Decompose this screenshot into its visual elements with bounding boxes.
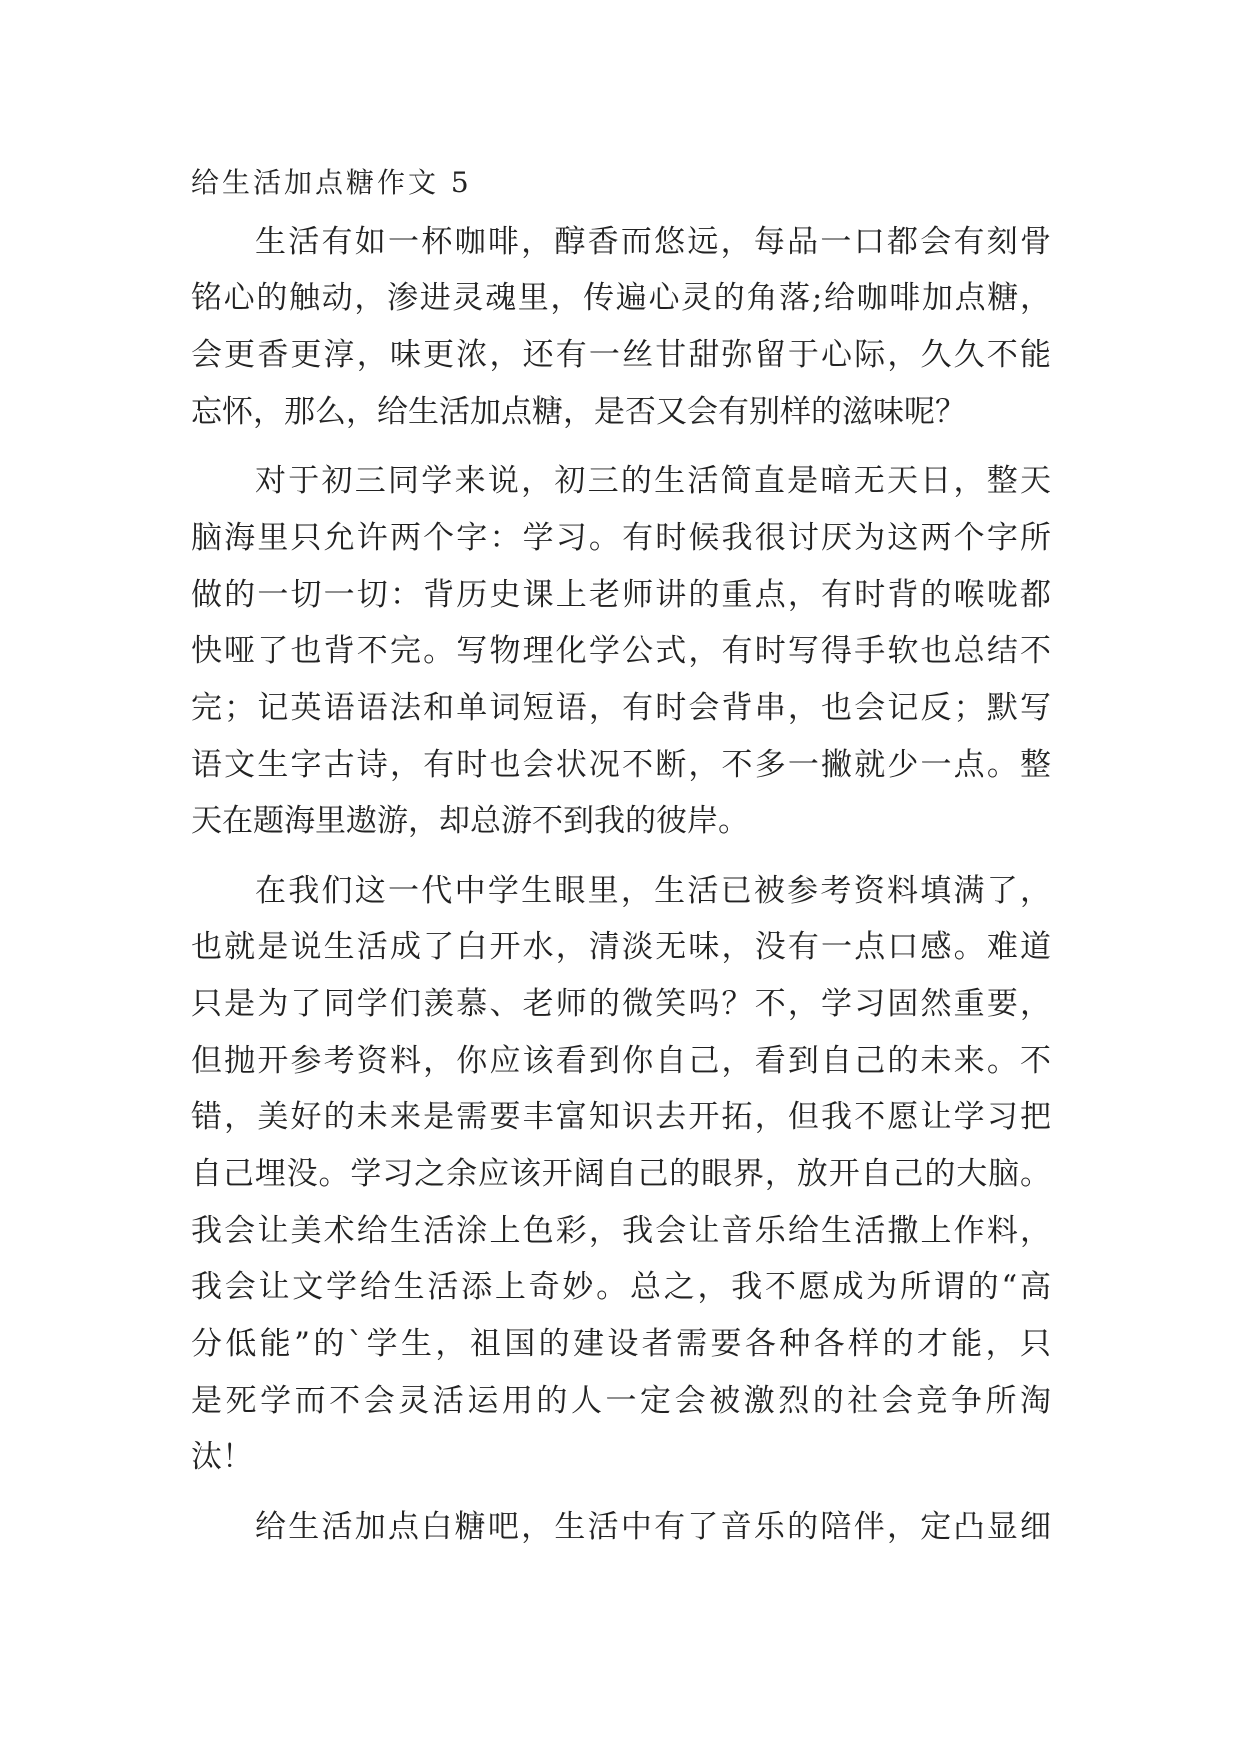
paragraph-3-line-11: 汰！ (191, 1439, 253, 1475)
paragraph-3-line-9: 分低能”的`学生，祖国的建设者需要各种各样的才能，只 (191, 1326, 1051, 1362)
paragraph-3-line-6: 自己埋没。学习之余应该开阔自己的眼界，放开自己的大脑。 (191, 1156, 1051, 1192)
paragraph-2-line-3: 做的一切一切：背历史课上老师讲的重点，有时背的喉咙都 (191, 577, 1051, 613)
paragraph-2-line-1: 对于初三同学来说，初三的生活简直是暗无天日，整天 (255, 463, 1051, 499)
paragraph-1-line-2: 铭心的触动，渗进灵魂里，传遍心灵的角落;给咖啡加点糖， (191, 280, 1051, 316)
paragraph-4-line-1: 给生活加点白糖吧，生活中有了音乐的陪伴，定凸显细 (255, 1509, 1051, 1545)
paragraph-3-line-8: 我会让文学给生活添上奇妙。总之，我不愿成为所谓的“高 (191, 1269, 1051, 1305)
paragraph-3-line-3: 只是为了同学们羡慕、老师的微笑吗？不，学习固然重要， (191, 986, 1051, 1022)
paragraph-3-line-7: 我会让美术给生活涂上色彩，我会让音乐给生活撒上作料， (191, 1213, 1051, 1249)
paragraph-1-line-1: 生活有如一杯咖啡，醇香而悠远，每品一口都会有刻骨 (255, 224, 1051, 260)
paragraph-2-line-6: 语文生字古诗，有时也会状况不断，不多一撇就少一点。整 (191, 747, 1051, 783)
document-title: 给生活加点糖作文 5 (191, 166, 472, 199)
paragraph-2-line-7: 天在题海里遨游，却总游不到我的彼岸。 (191, 803, 749, 839)
paragraph-3-line-10: 是死学而不会灵活运用的人一定会被激烈的社会竞争所淘 (191, 1383, 1051, 1419)
paragraph-2-line-4: 快哑了也背不完。写物理化学公式，有时写得手软也总结不 (191, 633, 1051, 669)
paragraph-2-line-5: 完；记英语语法和单词短语，有时会背串，也会记反；默写 (191, 690, 1051, 726)
paragraph-2-line-2: 脑海里只允许两个字：学习。有时候我很讨厌为这两个字所 (191, 520, 1051, 556)
paragraph-3-line-2: 也就是说生活成了白开水，清淡无味，没有一点口感。难道 (191, 929, 1051, 965)
paragraph-1-line-4: 忘怀，那么，给生活加点糖，是否又会有别样的滋味呢？ (191, 394, 966, 430)
paragraph-3-line-1: 在我们这一代中学生眼里，生活已被参考资料填满了， (255, 873, 1051, 909)
paragraph-3-line-5: 错，美好的未来是需要丰富知识去开拓，但我不愿让学习把 (191, 1099, 1051, 1135)
paragraph-1-line-3: 会更香更淳，味更浓，还有一丝甘甜弥留于心际，久久不能 (191, 337, 1051, 373)
paragraph-3-line-4: 但抛开参考资料，你应该看到你自己，看到自己的未来。不 (191, 1043, 1051, 1079)
